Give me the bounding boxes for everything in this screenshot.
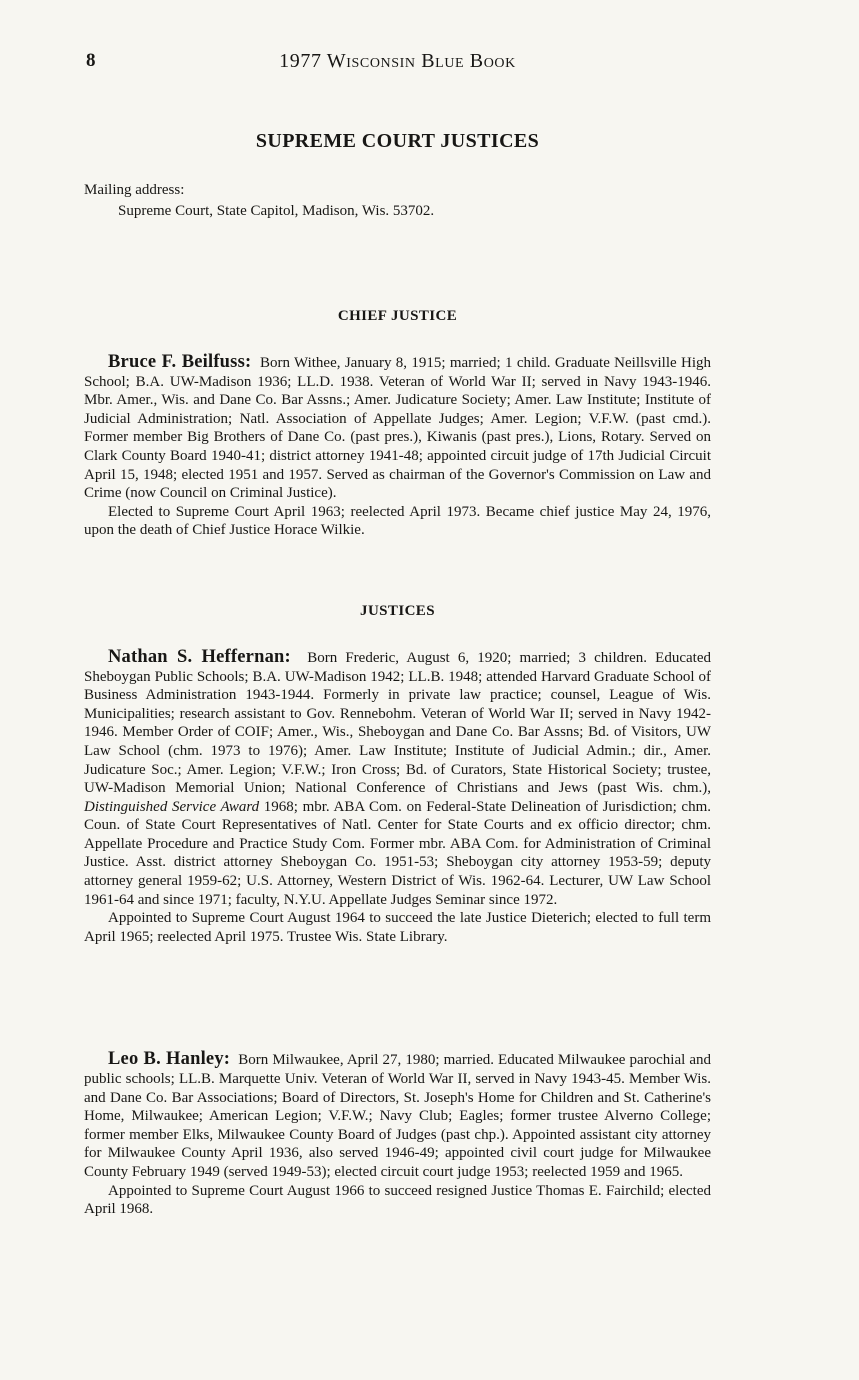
mailing-label: Mailing address: <box>84 182 185 198</box>
justice-bio-paragraph <box>84 1050 711 1181</box>
justice-bio-paragraph <box>84 648 711 909</box>
justice-name: Leo B. Hanley: <box>108 1049 231 1070</box>
justice-service-paragraph <box>84 1182 711 1219</box>
justice-name: Nathan S. Heffernan: <box>108 646 291 667</box>
bio-text-segment: Elected to Supreme Court April 1963; reelected April 1973. Became chief justice May 24, 1976, upon the death of Chief Justice Horace Wilkie. <box>84 503 711 539</box>
section-heading: CHIEF JUSTICE <box>337 308 458 324</box>
justice-sections <box>84 308 711 1219</box>
justice-bio-paragraph <box>84 353 711 503</box>
text-column <box>84 0 711 1219</box>
mailing-block <box>84 180 711 222</box>
bio-text-segment: Born Frederic, August 6, 1920; married; 3 children. Educated Sheboygan Public Schools; B.A. UW-Madison 1942; LL.B. 1948; attended Harvard Graduate School of Business Administration 1943-1944. Formerly in private law practice; counsel, League of Wis. Municipalities; research assistant to Gov. Rennebohm. Veteran of World War II; served in Navy 1942-1946. Member Order of COIF; Amer., Wis., Sheboygan and Dane Co. Bar Assns; Bd. of Visitors, UW Law School (chm. 1973 to 1976); Amer. Law Institute; Institute of Judicial Admin.; dir., Amer. Judicature Soc.; Amer. Legion; V.F.W.; Iron Cross; Bd. of Curators, State Historical Society; trustee, UW-Madison Memorial Union; National Conference of Christians and Jews (past Wis. chm.), <box>84 649 711 797</box>
justice-entry <box>84 1050 711 1218</box>
bio-text-segment: Appointed to Supreme Court August 1964 to succeed the late Justice Dieterich; elected to full term April 1965; reelected April 1975. Trustee Wis. State Library. <box>84 910 711 945</box>
bio-text-segment: 1968; mbr. ABA Com. on Federal-State Delineation of Jurisdiction; chm. Coun. of State Court Representatives of Natl. Center for State Courts and ex officio director; chm. Appellate Procedure and Practice Study Com. Former mbr. ABA Com. for Administration of Criminal Justice. Asst. district attorney Sheboygan Co. 1951-53; Sheboygan city attorney 1953-59; deputy attorney general 1959-62; U.S. Attorney, Western District of Wis. 1962-64. Lecturer, UW Law School 1961-64 and since 1971; faculty, N.Y.U. Appellate Judges Seminar since 1972. <box>84 798 711 908</box>
bio-text-segment: Born Withee, January 8, 1915; married; 1 child. Graduate Neillsville High School; B.A. UW-Madison 1936; LL.D. 1938. Veteran of World War II; served in Navy 1943-1946. Mbr. Amer., Wis. and Dane Co. Bar Assns.; Amer. Judicature Society; Amer. Law Institute; Institute of Judicial Administration; Natl. Association of Appellate Judges; Amer. Legion; V.F.W. (past cmd.). Former member Big Brothers of Dane Co. (past pres.), Kiwanis (past pres.), Lions, Rotary. Served on Clark County Board 1940-41; district attorney 1941-48; appointed circuit judge of 17th Judicial Circuit April 15, 1948; elected 1951 and 1957. Served as chairman of the Governor's Commission on Law and Crime (now Council on Criminal Justice). <box>84 355 711 502</box>
running-head-title: 1977 Wisconsin Blue Book <box>279 50 516 72</box>
justice-service-paragraph <box>84 909 711 946</box>
bio-text-segment: Appointed to Supreme Court August 1966 to succeed resigned Justice Thomas E. Fairchild; elected April 1968. <box>84 1182 711 1218</box>
section-heading: JUSTICES <box>360 602 435 619</box>
page-title: SUPREME COURT JUSTICES <box>255 130 540 152</box>
justice-entry <box>84 353 711 540</box>
italic-award-text: Distinguished Service Award <box>84 798 260 815</box>
justices-section <box>84 603 711 1219</box>
justices-section <box>84 308 711 540</box>
justice-service-paragraph <box>84 503 711 540</box>
bio-text-segment: Born Milwaukee, April 27, 1980; married. Educated Milwaukee parochial and public schools; LL.B. Marquette Univ. Veteran of World War II, served in Navy 1943-45. Member Wis. and Dane Co. Bar Associations; Board of Directors, St. Joseph's Home for Children and St. Catherine's Home, Milwaukee; American Legion; V.F.W.; Navy Club; Eagles; former trustee Alverno College; former member Elks, Milwaukee County Board of Judges (past chp.). Appointed assistant city attorney for Milwaukee County April 1936, also served 1946-49; appointed civil court judge for Milwaukee County February 1949 (served 1949-53); elected circuit court judge 1953; reelected 1959 and 1965. <box>84 1052 711 1180</box>
page-number: 8 <box>86 50 96 71</box>
running-head <box>84 0 711 73</box>
justice-entry <box>84 648 711 947</box>
mailing-address: Supreme Court, State Capitol, Madison, Wis. 53702. <box>118 203 435 219</box>
justice-name: Bruce F. Beilfuss: <box>108 352 252 372</box>
